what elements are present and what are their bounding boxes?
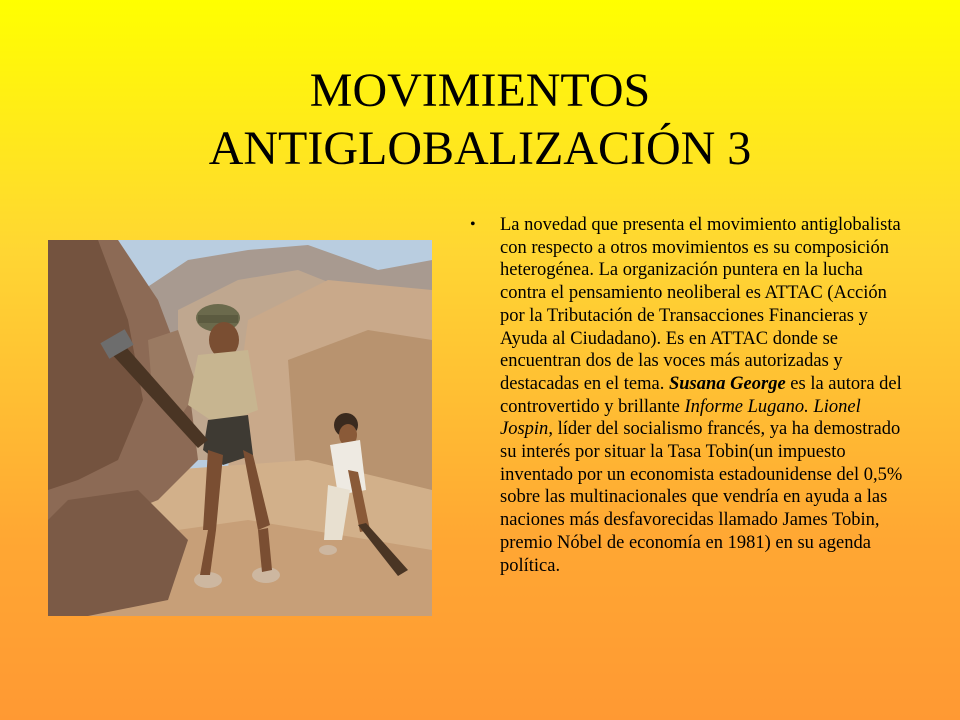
slide-title-line-2: ANTIGLOBALIZACIÓN 3	[208, 122, 752, 175]
author-name-susana-george: Susana George	[668, 373, 786, 394]
body-bullet	[470, 214, 910, 577]
body-paragraph	[500, 214, 910, 577]
body-text-4: , líder del socialismo francés, ya ha demostrado su interés por situar la Tasa Tobin(un impuesto inventado por un economista estadounidense del 0,5% sobre las multinacionales que vendría en ayuda a las naciones más desfavorecidas llamado James Tobin, premio Nóbel de economía en 1981) en su agenda política.	[500, 419, 903, 576]
slide-title	[0, 62, 960, 178]
photo-child-labor-quarry	[48, 240, 432, 616]
slide-title-line-1: MOVIMIENTOS	[309, 64, 651, 117]
bullet-marker: •	[470, 216, 476, 233]
body-text-2: es la autora del controvertido y brillante	[500, 373, 902, 417]
photo-illustration	[48, 240, 432, 616]
body-text-1: La novedad que presenta el movimiento antiglobalista con respecto a otros movimientos es su composición heterogénea. La organización puntera en la lucha contra el pensamiento neoliberal es ATTAC (Acción por la Tributación de Transacciones Financieras y Ayuda al Ciudadano). Es en ATTAC donde se encuentran dos de las voces más autorizadas y destacadas en el tema.	[500, 215, 901, 394]
report-title-informe-lugano: Informe Lugano.	[684, 396, 809, 417]
person-name-lionel-jospin: Lionel Jospin	[500, 396, 861, 440]
